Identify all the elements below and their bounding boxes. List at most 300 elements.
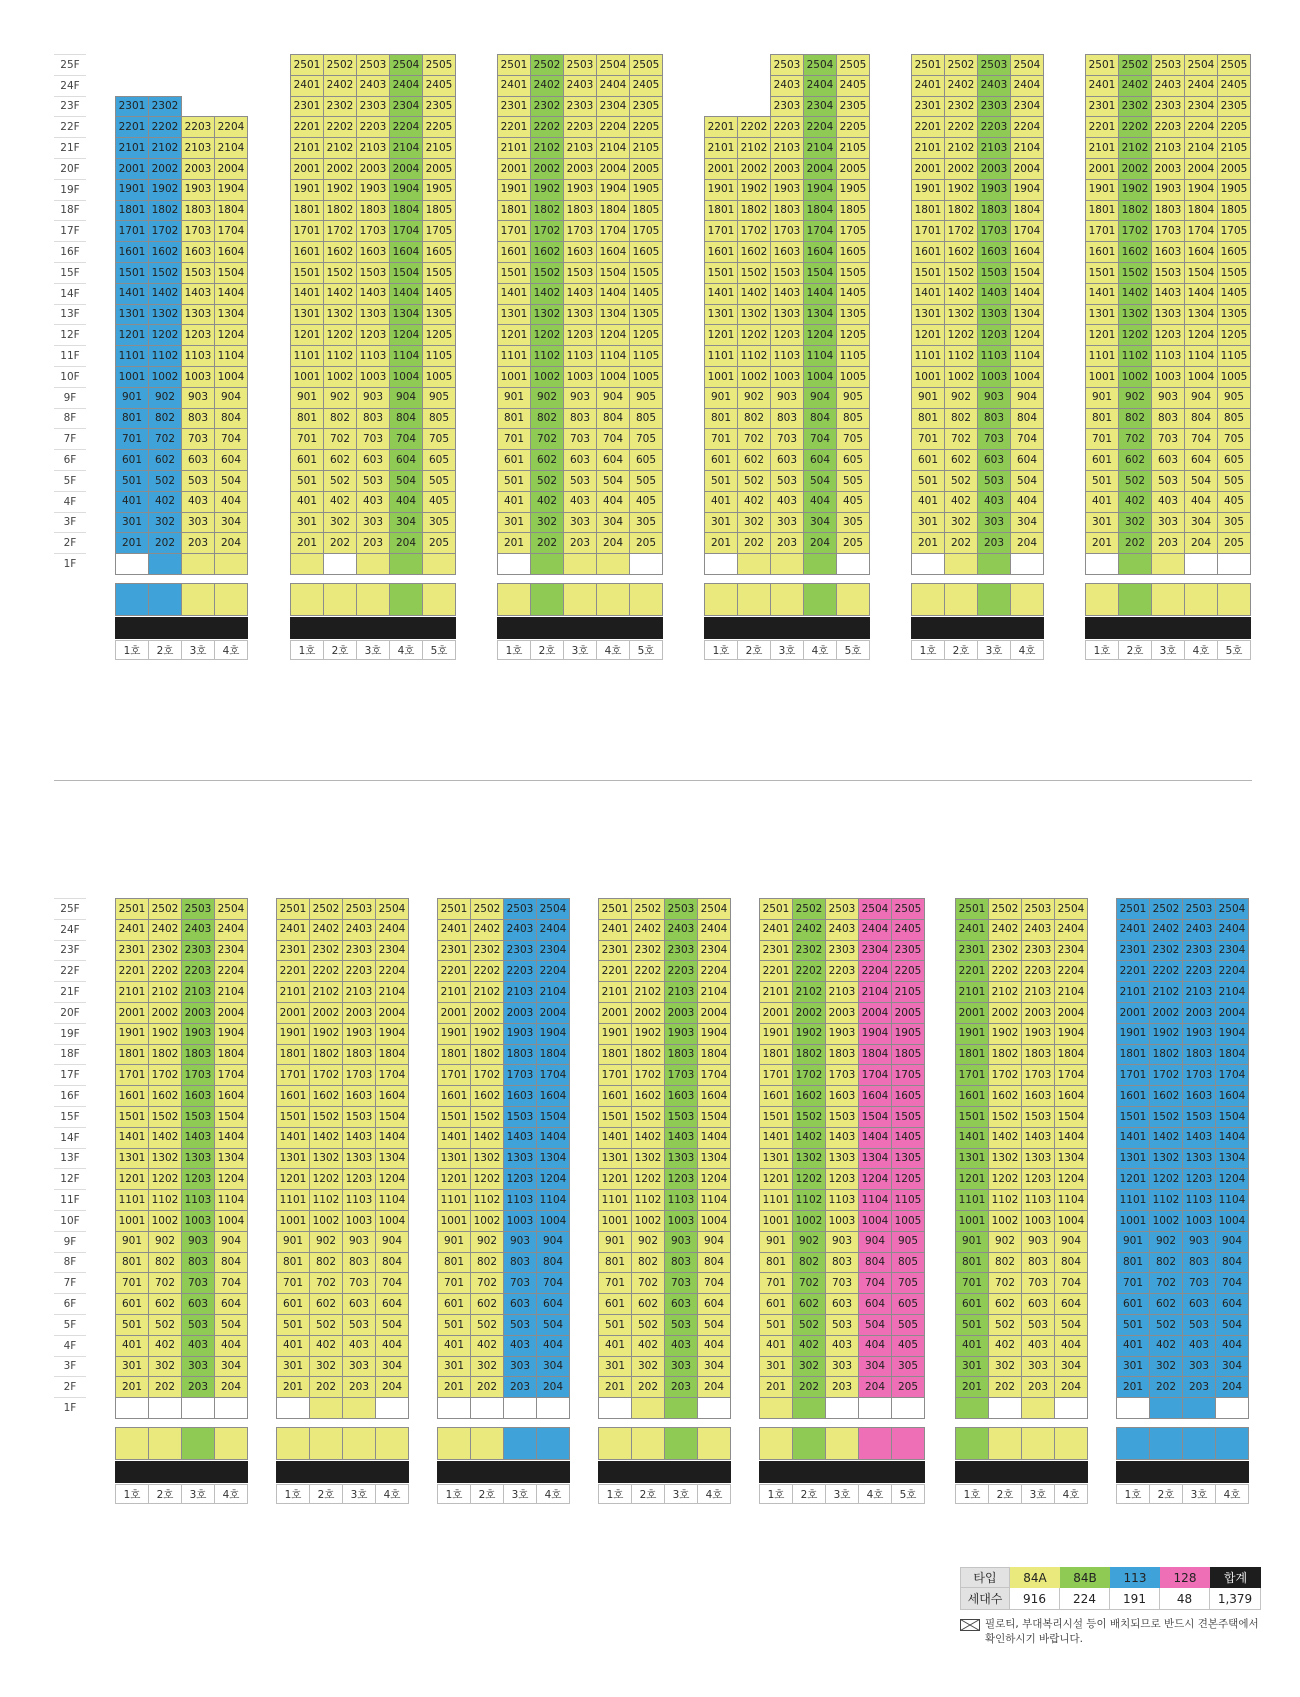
unit-cell: 1601 <box>497 241 531 263</box>
unit-cell: 1001 <box>1116 1210 1150 1232</box>
unit-cell: 2104 <box>214 981 248 1003</box>
unit-number-label: 3호 <box>1151 640 1185 660</box>
unit-cell: 1004 <box>858 1210 892 1232</box>
unit-cell: 2403 <box>770 75 804 97</box>
unit-cell: 505 <box>891 1314 925 1336</box>
unit-cell: 1604 <box>1215 1085 1249 1107</box>
unit-cell: 2502 <box>988 898 1022 920</box>
unit-cell: 304 <box>1215 1356 1249 1378</box>
pilotis-cell <box>911 553 945 575</box>
unit-cell: 2003 <box>181 1002 215 1024</box>
unit-cell: 2401 <box>598 919 632 941</box>
unit-cell: 1504 <box>1010 262 1044 284</box>
unit-cell: 1305 <box>629 304 663 326</box>
unit-cell: 403 <box>1151 491 1185 513</box>
unit-cell: 1504 <box>697 1106 731 1128</box>
unit-cell: 402 <box>530 491 564 513</box>
unit-type-cell <box>1182 1427 1216 1460</box>
unit-cell: 1503 <box>342 1106 376 1128</box>
unit-cell: 2403 <box>1021 919 1055 941</box>
legend-count-84b: 224 <box>1060 1588 1110 1610</box>
unit-cell: 704 <box>1215 1272 1249 1294</box>
unit-cell: 2001 <box>290 158 324 180</box>
floor-label: 14F <box>54 283 86 304</box>
unit-cell: 1804 <box>1215 1044 1249 1066</box>
unit-cell: 1104 <box>389 345 423 367</box>
unit-cell: 2002 <box>792 1002 826 1024</box>
unit-cell: 504 <box>389 470 423 492</box>
unit-cell: 1202 <box>148 1168 182 1190</box>
unit-cell: 2502 <box>631 898 665 920</box>
unit-cell: 1003 <box>356 366 390 388</box>
unit-cell: 203 <box>342 1376 376 1398</box>
unit-cell: 901 <box>276 1231 310 1253</box>
unit-cell: 2304 <box>1010 96 1044 118</box>
unit-cell: 1404 <box>596 283 630 305</box>
unit-cell: 2404 <box>858 919 892 941</box>
floor-label: 8F <box>54 1252 86 1273</box>
unit-cell: 702 <box>944 428 978 450</box>
unit-cell: 1302 <box>323 304 357 326</box>
unit-cell: 1601 <box>290 241 324 263</box>
unit-cell: 604 <box>536 1293 570 1315</box>
unit-cell: 502 <box>148 1314 182 1336</box>
unit-cell: 1204 <box>596 324 630 346</box>
unit-cell: 1502 <box>530 262 564 284</box>
unit-type-cell <box>470 1427 504 1460</box>
unit-cell: 2301 <box>115 940 149 962</box>
unit-cell: 802 <box>323 408 357 430</box>
unit-cell: 1103 <box>770 345 804 367</box>
unit-cell: 904 <box>1215 1231 1249 1253</box>
unit-cell: 1004 <box>214 366 248 388</box>
unit-cell: 905 <box>836 387 870 409</box>
unit-cell: 2303 <box>503 940 537 962</box>
unit-cell: 904 <box>1054 1231 1088 1253</box>
unit-cell: 2305 <box>891 940 925 962</box>
unit-cell: 2202 <box>148 960 182 982</box>
unit-cell: 204 <box>214 532 248 554</box>
unit-cell: 1705 <box>422 220 456 242</box>
unit-cell: 1703 <box>356 220 390 242</box>
unit-cell: 1802 <box>470 1044 504 1066</box>
unit-cell: 1103 <box>664 1189 698 1211</box>
unit-cell: 1504 <box>596 262 630 284</box>
unit-cell: 801 <box>704 408 738 430</box>
floor-label: 6F <box>54 449 86 470</box>
unit-type-cell <box>1116 1427 1150 1460</box>
unit-cell: 1001 <box>759 1210 793 1232</box>
unit-cell: 1403 <box>825 1127 859 1149</box>
unit-cell: 2201 <box>290 116 324 138</box>
unit-cell: 504 <box>858 1314 892 1336</box>
unit-cell: 701 <box>1116 1272 1150 1294</box>
unit-cell: 701 <box>598 1272 632 1294</box>
unit-cell: 1304 <box>1215 1148 1249 1170</box>
unit-cell: 303 <box>1182 1356 1216 1378</box>
unit-cell: 403 <box>1021 1335 1055 1357</box>
unit-cell: 1704 <box>375 1064 409 1086</box>
unit-cell: 2204 <box>1184 116 1218 138</box>
unit-cell: 1602 <box>148 1085 182 1107</box>
unit-number-label: 2호 <box>148 1484 182 1504</box>
floor-label: 15F <box>54 1106 86 1127</box>
unit-cell: 2102 <box>470 981 504 1003</box>
unit-cell: 1101 <box>1085 345 1119 367</box>
unit-cell: 2104 <box>389 137 423 159</box>
unit-cell: 2501 <box>598 898 632 920</box>
unit-cell: 803 <box>356 408 390 430</box>
unit-cell: 1903 <box>181 1023 215 1045</box>
unit-cell: 501 <box>1116 1314 1150 1336</box>
unit-cell: 1004 <box>697 1210 731 1232</box>
unit-cell: 204 <box>697 1376 731 1398</box>
unit-cell: 202 <box>148 1376 182 1398</box>
unit-cell: 602 <box>944 449 978 471</box>
unit-cell <box>342 1397 376 1419</box>
unit-cell: 2102 <box>148 981 182 1003</box>
unit-cell: 602 <box>988 1293 1022 1315</box>
unit-cell: 704 <box>1184 428 1218 450</box>
unit-cell: 601 <box>497 449 531 471</box>
unit-cell: 202 <box>944 532 978 554</box>
unit-cell: 1901 <box>911 179 945 201</box>
unit-cell: 2202 <box>944 116 978 138</box>
unit-cell: 603 <box>1021 1293 1055 1315</box>
unit-cell: 2005 <box>629 158 663 180</box>
unit-number-label: 3호 <box>503 1484 537 1504</box>
unit-cell: 704 <box>858 1272 892 1294</box>
unit-number-label: 3호 <box>181 640 215 660</box>
unit-cell: 1602 <box>631 1085 665 1107</box>
unit-cell: 2204 <box>536 960 570 982</box>
unit-cell: 601 <box>759 1293 793 1315</box>
unit-cell: 404 <box>214 1335 248 1357</box>
floor-label: 11F <box>54 1189 86 1210</box>
unit-cell: 801 <box>290 408 324 430</box>
unit-number-label: 1호 <box>955 1484 989 1504</box>
unit-cell: 1703 <box>503 1064 537 1086</box>
unit-cell: 201 <box>955 1376 989 1398</box>
unit-cell: 902 <box>988 1231 1022 1253</box>
unit-cell: 703 <box>664 1272 698 1294</box>
unit-cell: 1103 <box>342 1189 376 1211</box>
floor-label: 9F <box>54 387 86 408</box>
unit-cell: 1603 <box>770 241 804 263</box>
unit-cell: 1004 <box>375 1210 409 1232</box>
unit-cell: 703 <box>1182 1272 1216 1294</box>
unit-cell: 904 <box>389 387 423 409</box>
unit-cell: 1504 <box>536 1106 570 1128</box>
unit-cell: 2105 <box>836 137 870 159</box>
unit-cell: 1303 <box>825 1148 859 1170</box>
unit-cell: 2302 <box>1149 940 1183 962</box>
unit-cell: 1002 <box>323 366 357 388</box>
unit-cell: 2001 <box>276 1002 310 1024</box>
unit-cell: 802 <box>148 1252 182 1274</box>
unit-cell: 1904 <box>1054 1023 1088 1045</box>
unit-cell: 602 <box>323 449 357 471</box>
unit-cell: 1501 <box>955 1106 989 1128</box>
unit-cell: 904 <box>1184 387 1218 409</box>
unit-cell: 2003 <box>1021 1002 1055 1024</box>
unit-cell: 1502 <box>631 1106 665 1128</box>
unit-cell: 601 <box>955 1293 989 1315</box>
building-name <box>911 617 1044 639</box>
unit-cell: 402 <box>470 1335 504 1357</box>
unit-cell: 1702 <box>323 220 357 242</box>
unit-cell: 1804 <box>214 200 248 222</box>
unit-cell: 1102 <box>309 1189 343 1211</box>
unit-number-label: 1호 <box>911 640 945 660</box>
unit-cell: 403 <box>1182 1335 1216 1357</box>
unit-cell: 1805 <box>1217 200 1251 222</box>
unit-cell: 804 <box>803 408 837 430</box>
unit-cell: 1301 <box>115 1148 149 1170</box>
unit-cell: 1503 <box>770 262 804 284</box>
unit-cell: 604 <box>375 1293 409 1315</box>
building-name <box>759 1461 925 1483</box>
unit-cell: 1805 <box>836 200 870 222</box>
unit-number-label: 4호 <box>596 640 630 660</box>
unit-cell: 2303 <box>181 940 215 962</box>
unit-cell: 2305 <box>836 96 870 118</box>
unit-cell: 2001 <box>115 158 149 180</box>
unit-cell: 1005 <box>891 1210 925 1232</box>
unit-number-label: 2호 <box>792 1484 826 1504</box>
unit-cell: 503 <box>977 470 1011 492</box>
unit-cell: 704 <box>596 428 630 450</box>
unit-cell: 702 <box>1118 428 1152 450</box>
unit-cell: 205 <box>1217 532 1251 554</box>
unit-cell: 2001 <box>437 1002 471 1024</box>
unit-cell: 2405 <box>629 75 663 97</box>
unit-cell: 403 <box>770 491 804 513</box>
unit-cell: 804 <box>697 1252 731 1274</box>
unit-cell: 1903 <box>825 1023 859 1045</box>
unit-cell: 1601 <box>115 241 149 263</box>
floor-label: 5F <box>54 1314 86 1335</box>
unit-cell: 704 <box>803 428 837 450</box>
unit-cell: 802 <box>631 1252 665 1274</box>
unit-cell: 2102 <box>631 981 665 1003</box>
unit-cell: 1503 <box>563 262 597 284</box>
unit-cell: 2505 <box>422 54 456 76</box>
unit-cell: 2103 <box>1151 137 1185 159</box>
unit-cell: 1401 <box>276 1127 310 1149</box>
unit-cell: 1403 <box>1151 283 1185 305</box>
unit-cell: 2403 <box>664 919 698 941</box>
unit-cell: 1403 <box>977 283 1011 305</box>
unit-cell: 2201 <box>704 116 738 138</box>
unit-cell: 2203 <box>1021 960 1055 982</box>
unit-number-label: 2호 <box>1149 1484 1183 1504</box>
unit-cell: 2204 <box>596 116 630 138</box>
legend-type-128: 128 <box>1160 1567 1210 1588</box>
unit-cell: 1902 <box>988 1023 1022 1045</box>
unit-cell: 2201 <box>759 960 793 982</box>
unit-cell: 1204 <box>1010 324 1044 346</box>
unit-number-label: 3호 <box>342 1484 376 1504</box>
unit-cell: 1802 <box>148 1044 182 1066</box>
unit-cell: 204 <box>375 1376 409 1398</box>
unit-cell: 2102 <box>944 137 978 159</box>
unit-cell: 1801 <box>497 200 531 222</box>
unit-cell: 1902 <box>792 1023 826 1045</box>
unit-cell: 2503 <box>503 898 537 920</box>
unit-cell: 1303 <box>1151 304 1185 326</box>
unit-cell: 2403 <box>563 75 597 97</box>
unit-cell: 1404 <box>214 283 248 305</box>
unit-cell: 1603 <box>825 1085 859 1107</box>
unit-cell: 302 <box>944 512 978 534</box>
unit-cell: 2101 <box>598 981 632 1003</box>
unit-cell: 1802 <box>944 200 978 222</box>
unit-cell: 701 <box>437 1272 471 1294</box>
unit-cell: 1803 <box>356 200 390 222</box>
unit-cell: 2001 <box>115 1002 149 1024</box>
unit-cell: 1103 <box>503 1189 537 1211</box>
unit-cell: 1205 <box>629 324 663 346</box>
unit-cell: 203 <box>977 532 1011 554</box>
unit-cell: 2404 <box>375 919 409 941</box>
unit-cell: 303 <box>356 512 390 534</box>
unit-cell: 605 <box>836 449 870 471</box>
unit-cell: 1501 <box>276 1106 310 1128</box>
unit-cell <box>422 553 456 575</box>
unit-cell: 2303 <box>977 96 1011 118</box>
unit-cell: 901 <box>911 387 945 409</box>
unit-cell: 1602 <box>309 1085 343 1107</box>
unit-cell: 2003 <box>342 1002 376 1024</box>
unit-cell: 805 <box>891 1252 925 1274</box>
unit-type-cell <box>1184 583 1218 616</box>
unit-cell: 1804 <box>596 200 630 222</box>
unit-cell: 1703 <box>563 220 597 242</box>
unit-cell: 703 <box>825 1272 859 1294</box>
unit-cell: 2201 <box>1116 960 1150 982</box>
unit-cell: 2003 <box>503 1002 537 1024</box>
unit-cell: 1702 <box>631 1064 665 1086</box>
unit-number-label: 2호 <box>309 1484 343 1504</box>
unit-cell: 1003 <box>770 366 804 388</box>
unit-cell: 1302 <box>470 1148 504 1170</box>
unit-cell: 1902 <box>148 179 182 201</box>
unit-cell: 1004 <box>1054 1210 1088 1232</box>
unit-cell: 1005 <box>1217 366 1251 388</box>
unit-cell: 501 <box>1085 470 1119 492</box>
unit-cell: 303 <box>1021 1356 1055 1378</box>
unit-cell: 1204 <box>389 324 423 346</box>
unit-cell: 305 <box>629 512 663 534</box>
unit-cell: 2102 <box>148 137 182 159</box>
unit-cell: 2503 <box>770 54 804 76</box>
unit-cell: 1401 <box>497 283 531 305</box>
unit-cell: 2503 <box>356 54 390 76</box>
unit-cell: 2001 <box>759 1002 793 1024</box>
unit-cell: 2303 <box>342 940 376 962</box>
unit-type-cell <box>1118 583 1152 616</box>
unit-cell: 1002 <box>1118 366 1152 388</box>
unit-cell: 504 <box>803 470 837 492</box>
unit-cell: 1604 <box>697 1085 731 1107</box>
unit-cell: 704 <box>1054 1272 1088 1294</box>
unit-cell: 302 <box>631 1356 665 1378</box>
pilotis-cell <box>470 1397 504 1419</box>
unit-cell: 2403 <box>356 75 390 97</box>
unit-cell: 2202 <box>988 960 1022 982</box>
unit-cell: 1604 <box>214 1085 248 1107</box>
unit-cell: 1503 <box>1151 262 1185 284</box>
unit-cell: 1603 <box>664 1085 698 1107</box>
unit-cell: 502 <box>631 1314 665 1336</box>
unit-cell: 303 <box>342 1356 376 1378</box>
unit-cell: 1504 <box>803 262 837 284</box>
unit-cell: 1301 <box>497 304 531 326</box>
unit-cell: 2205 <box>422 116 456 138</box>
unit-cell: 1205 <box>1217 324 1251 346</box>
unit-cell: 1103 <box>181 345 215 367</box>
unit-cell: 904 <box>536 1231 570 1253</box>
unit-cell: 2504 <box>697 898 731 920</box>
unit-cell: 1603 <box>356 241 390 263</box>
unit-cell: 1402 <box>470 1127 504 1149</box>
unit-cell: 1603 <box>181 1085 215 1107</box>
unit-number-label: 1호 <box>437 1484 471 1504</box>
unit-cell: 1102 <box>148 345 182 367</box>
unit-cell: 204 <box>1054 1376 1088 1398</box>
unit-cell: 603 <box>563 449 597 471</box>
unit-cell: 1803 <box>181 200 215 222</box>
unit-cell: 203 <box>1151 532 1185 554</box>
floor-label: 8F <box>54 408 86 429</box>
unit-cell: 1703 <box>1021 1064 1055 1086</box>
unit-cell: 2404 <box>389 75 423 97</box>
unit-cell: 1902 <box>470 1023 504 1045</box>
unit-cell: 2502 <box>1149 898 1183 920</box>
unit-cell: 502 <box>792 1314 826 1336</box>
unit-cell: 2501 <box>911 54 945 76</box>
unit-cell: 503 <box>563 470 597 492</box>
unit-cell: 1303 <box>181 304 215 326</box>
unit-cell: 503 <box>181 1314 215 1336</box>
unit-cell: 903 <box>770 387 804 409</box>
unit-number-label: 4호 <box>214 640 248 660</box>
pilotis-cell <box>858 1397 892 1419</box>
unit-cell: 1001 <box>598 1210 632 1232</box>
unit-cell: 1601 <box>598 1085 632 1107</box>
unit-cell: 1201 <box>276 1168 310 1190</box>
unit-number-label: 1호 <box>115 1484 149 1504</box>
unit-cell: 1405 <box>629 283 663 305</box>
unit-cell: 702 <box>1149 1272 1183 1294</box>
unit-type-cell <box>759 1427 793 1460</box>
unit-cell: 203 <box>503 1376 537 1398</box>
unit-cell: 2203 <box>342 960 376 982</box>
unit-number-label: 1호 <box>598 1484 632 1504</box>
unit-cell: 604 <box>803 449 837 471</box>
unit-cell: 803 <box>1182 1252 1216 1274</box>
unit-cell: 2201 <box>497 116 531 138</box>
unit-cell: 1002 <box>737 366 771 388</box>
pilotis-cell <box>115 1397 149 1419</box>
unit-cell: 1204 <box>214 324 248 346</box>
unit-cell: 2102 <box>323 137 357 159</box>
unit-cell: 2104 <box>1215 981 1249 1003</box>
unit-cell: 1002 <box>470 1210 504 1232</box>
unit-cell: 301 <box>955 1356 989 1378</box>
pilotis-cell <box>1116 1397 1150 1419</box>
